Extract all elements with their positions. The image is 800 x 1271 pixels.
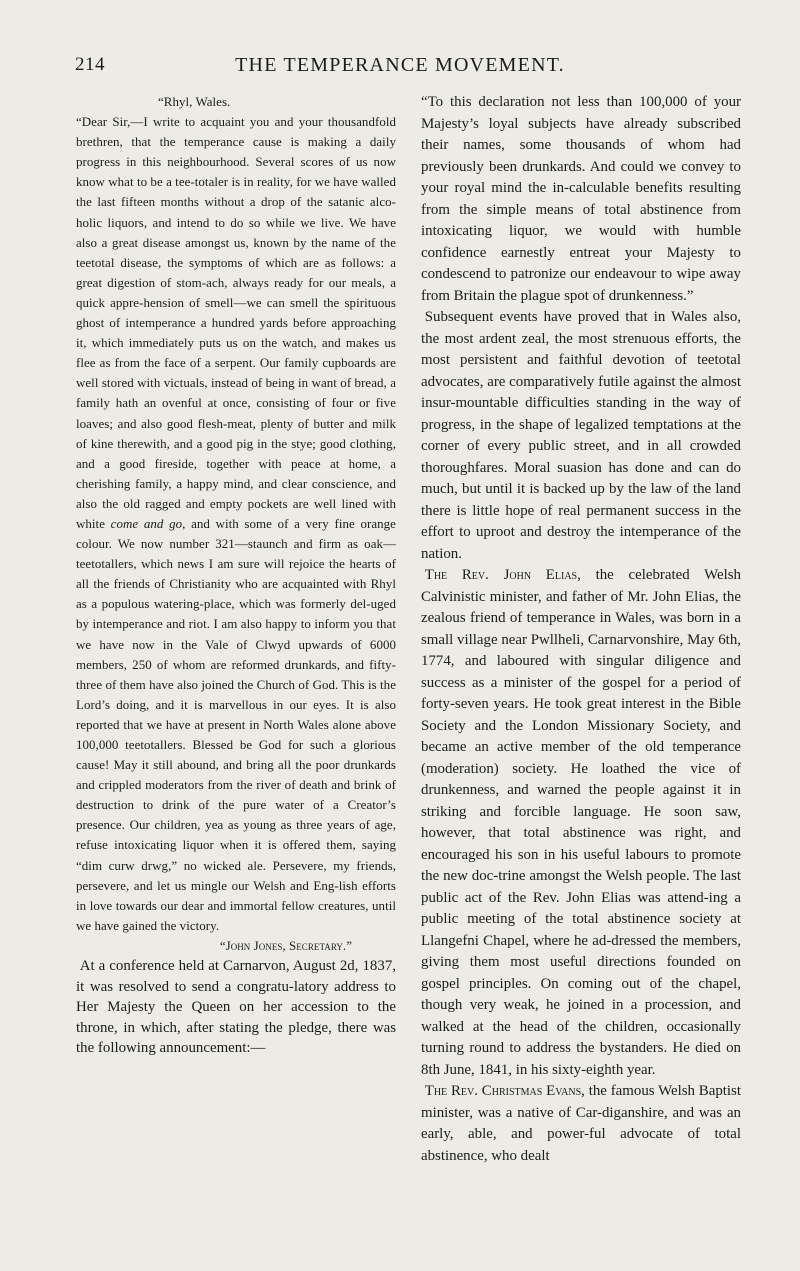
letter-body-continued: and with some of a very fine orange colour. We now number 321—staunch and firm as oak—teetotallers, which news I am sure will rejoice the hearts of all the friends of Christianity who are acquainted with Rhyl as a populous watering-place, which was formerly del-uged by intemperance and riot. I am also happy to inform you that we have now in the Vale of Clwyd upwards of 6000 members, 250 of whom are reformed drunkards, and fifty-three of them have also joined the Church of God. This is the Lord’s doing, and it is marvellous in our eyes. It is also reported that we have at present in North Wales alone above 100,000 teetotallers. Blessed be God for such a glorious cause! May it still abound, and bring all the poor drunkards and crippled moderators from the river of death and brink of destruction to drink of the pure water of a Creator’s presence. Our children, yea as young as three years of age, refuse intoxicating liquor when it is offered them, saying “dim curw drwg,” no wicked ale. Persevere, my friends, persevere, and let us mingle our Welsh and Eng-lish efforts in love towards our dear and immortal fellow creatures, until we have gained the victory. — [76, 515, 396, 933]
letter-body-text: “Dear Sir,—I write to acquaint you and your thousandfold brethren, that the temperance cause is making a daily progress in this neighbourhood. Several scores of us now know what to be a tee-totaler is in reality, for we have walled the last fifteen months without a drop of the satanic alco-holic liquors, and intend to do so while we live. We have also a great disease amongst us, known by the name of the teetotal disease, the symptoms of which are as follows: a great digestion of stom-ach, always ready for our meals, a quick appre-hension of smell—we can smell the spirituous ghost of intemperance a hundred yards before approaching it, which immediately puts us on the watch, and makes us flee as from the face of a serpent. Our family cupboards are well stored with victuals, instead of being in want of bread, a family hath an ovenful at once, consisting of four or five loaves; and also good flesh-meat, plenty of butter and milk of kine therewith, and a good pig in the stye; good clothing, and a good fireside, together with peace at home, a cherishing family, a happy mind, and clear conscience, and also the old ragged and empty pockets are well lined with white — [76, 114, 396, 531]
letter-block — [76, 92, 396, 956]
address-quote: “To this declaration not less than 100,000 of your Majesty’s loyal subjects have already subscribed their names, some thousands of whom had previously been drunkards. And could we convey to your royal mind the in-calculable benefits resulting from the simple means of total abstinence from intoxicating liquor, we would with humble confidence earnestly entreat your Majesty to condescend to patronize our endeavour to wipe away from Britain the plague spot of drunkenness.” — [421, 94, 741, 304]
page-header — [0, 54, 800, 84]
conference-paragraph: At a conference held at Carnarvon, August 2d, 1837, it was resolved to send a congratu-latory address to Her Majesty the Queen on her accession to the throne, in which, after stating the pledge, there was the following announcement:— — [76, 958, 396, 1057]
evans-name: The Rev. Christmas Evans, — [424, 1083, 585, 1099]
subsequent-events-paragraph: Subsequent events have proved that in Wales also, the most ardent zeal, the most strenuous efforts, the most persistent and faithful devotion of teetotal advocates, are comparatively futile against the almost insur-mountable difficulties standing in the way of progress, in the shape of legalized temptations at the corner of every public street, and in all crowded thoroughfares. Moral suasion has done and can do much, but until it is backed up by the law of the land there is little hope of real permanent success in the effort to uproot and destroy the intemperance of the nation. — [421, 309, 741, 562]
letter-dateline: “Rhyl, Wales. — [158, 94, 231, 109]
elias-text: the celebrated Welsh Calvinistic minister, and father of Mr. John Elias, the zealous friend of temperance in Wales, was born in a small village near Pwllheli, Carnarvonshire, May 6th, 1774, and laboured with singular diligence and success as a minister of the gospel for a period of forty-seven years. He took great interest in the Bible Society and the London Missionary Society, and became an active member of the old temperance (moderation) society. He loathed the vice of drunkenness, and warned the people against it in striking and forcible language. He soon saw, however, that total abstinence was right, and encouraged his son in his useful labours to promote the new doc-trine amongst the Welsh people. The last public act of the Rev. John Elias was attend-ing a public meeting of the total abstinence society at Llangefni Chapel, where he ad-dressed the members, giving them most useful directions founded on gospel principles. On coming out of the chapel, though very weak, he joined in a procession, and walked at the head of the children, occasionally turning round to address the bystanders. He died on 8th June, 1841, in his sixty-eighth year. — [421, 567, 741, 1078]
running-title: THE TEMPERANCE MOVEMENT. — [235, 54, 565, 76]
letter-italic-phrase: come and go, — [110, 515, 186, 531]
page-number: 214 — [75, 54, 105, 75]
left-column — [76, 92, 396, 1059]
elias-paragraph — [421, 565, 741, 1081]
letter-signature: “John Jones, Secretary.” — [219, 937, 352, 953]
evans-paragraph — [421, 1081, 741, 1167]
right-column — [421, 92, 741, 1167]
elias-name: The Rev. John Elias, — [424, 567, 581, 583]
letter-body — [76, 112, 396, 936]
evans-text: the famous Welsh Baptist minister, was a native of Car-diganshire, and was an early, able, and power-ful advocate of total abstinence, who dealt — [421, 1083, 741, 1164]
